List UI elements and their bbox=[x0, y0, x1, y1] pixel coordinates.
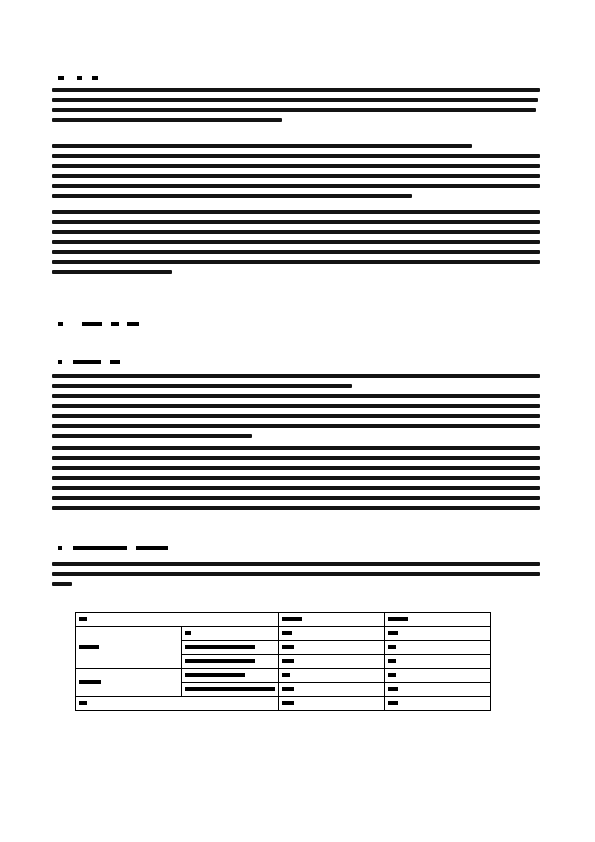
table-row bbox=[76, 669, 491, 683]
table-cell bbox=[182, 669, 279, 683]
paragraph-4 bbox=[52, 374, 540, 444]
table-cell bbox=[385, 697, 491, 711]
table-cell bbox=[385, 613, 491, 627]
subsection-heading-1 bbox=[58, 358, 120, 366]
data-table bbox=[75, 612, 491, 711]
table-cell bbox=[182, 627, 279, 641]
table-cell bbox=[385, 641, 491, 655]
table-cell bbox=[385, 655, 491, 669]
paragraph-2 bbox=[52, 144, 540, 204]
table-cell bbox=[182, 655, 279, 669]
table-cell bbox=[279, 613, 385, 627]
subsection-heading-2 bbox=[58, 544, 168, 552]
table-cell bbox=[279, 641, 385, 655]
table-cell bbox=[279, 655, 385, 669]
table-cell bbox=[279, 697, 385, 711]
table-cell bbox=[385, 683, 491, 697]
table-cell bbox=[385, 669, 491, 683]
table-row bbox=[76, 613, 491, 627]
section-heading-1 bbox=[58, 74, 98, 82]
table-cell bbox=[76, 697, 279, 711]
paragraph-6 bbox=[52, 562, 540, 592]
table-cell bbox=[76, 613, 279, 627]
table-cell bbox=[279, 669, 385, 683]
table-cell bbox=[279, 683, 385, 697]
paragraph-3 bbox=[52, 210, 540, 280]
table-row bbox=[76, 627, 491, 641]
paragraph-1 bbox=[52, 88, 540, 128]
table-cell bbox=[182, 641, 279, 655]
table-cell bbox=[279, 627, 385, 641]
table-row bbox=[76, 697, 491, 711]
table-cell bbox=[76, 669, 182, 697]
paragraph-5 bbox=[52, 446, 540, 516]
table-cell bbox=[76, 627, 182, 669]
table-cell bbox=[182, 683, 279, 697]
table-cell bbox=[385, 627, 491, 641]
section-heading-2 bbox=[58, 320, 139, 328]
